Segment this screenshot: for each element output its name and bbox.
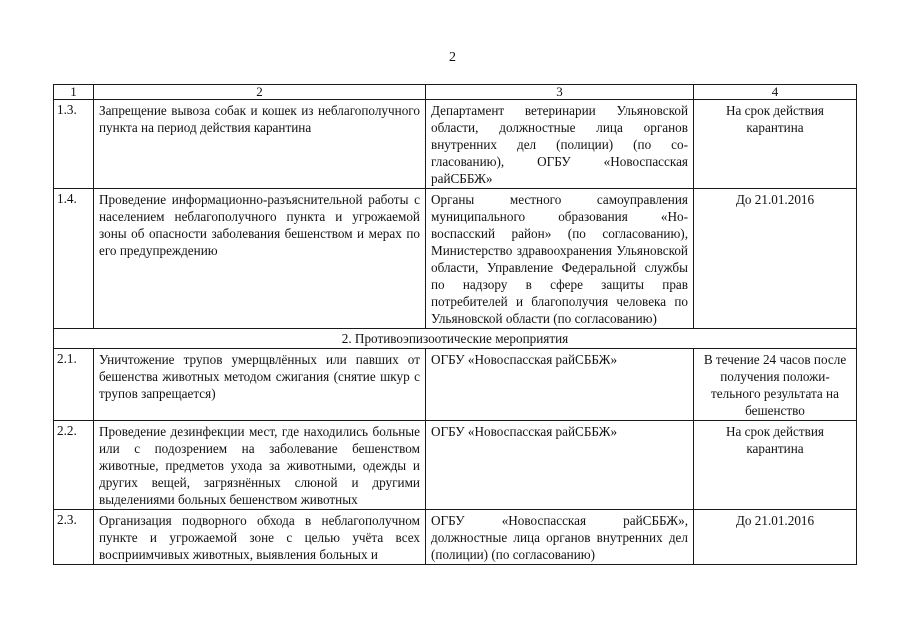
table-row bbox=[54, 510, 857, 565]
section-header-row bbox=[54, 329, 857, 349]
table-row bbox=[54, 349, 857, 421]
page-number: 2 bbox=[449, 50, 456, 65]
row-action: Уничтожение трупов умерщвлённых или павших от бешенства животных методом сжигания (снятие шкур с трупов запрещается) bbox=[94, 349, 426, 421]
row-responsible: Органы местного самоуправления муниципального образования «Новоспасский район» (по согласованию), Министерство здравоохранения Ульяновской области, Управление Федеральной службы по надзору в сфере защиты прав потребителей и благополучия человека по Ульяновской области (по согласованию) bbox=[426, 189, 694, 329]
row-number: 2.2. bbox=[54, 421, 94, 510]
column-header: 2 bbox=[94, 85, 426, 100]
column-header: 4 bbox=[694, 85, 857, 100]
row-responsible: ОГБУ «Новоспасская райСББЖ» bbox=[426, 349, 694, 421]
section-title: 2. Противоэпизоотические мероприятия bbox=[54, 329, 857, 349]
row-action: Организация подворного обхода в неблагополучном пункте и угрожаемой зоне с целью учёта всех восприимчивых животных, выявления больных и bbox=[94, 510, 426, 565]
row-action: Запрещение вывоза собак и кошек из неблагополучного пункта на период действия карантина bbox=[94, 100, 426, 189]
row-deadline: На срок действия карантина bbox=[694, 100, 857, 189]
row-action: Проведение информационно-разъяснительной работы с населением неблагополучного пункта и угрожаемой зоны об опасности заболевания бешенством и мерах по его предупреждению bbox=[94, 189, 426, 329]
row-number: 2.3. bbox=[54, 510, 94, 565]
row-action: Проведение дезинфекции мест, где находились больные или с подозрением на заболевание бешенством животные, предметов ухода за животными, одежды и других вещей, загрязнённых слюной и другими выделениями больных бешенством животных bbox=[94, 421, 426, 510]
row-deadline: До 21.01.2016 bbox=[694, 189, 857, 329]
row-responsible: ОГБУ «Новоспасская райСББЖ», должностные лица органов внутренних дел (полиции) (по согласованию) bbox=[426, 510, 694, 565]
row-deadline: На срок действия карантина bbox=[694, 421, 857, 510]
table-row bbox=[54, 100, 857, 189]
row-number: 1.4. bbox=[54, 189, 94, 329]
row-responsible: ОГБУ «Новоспасская райСББЖ» bbox=[426, 421, 694, 510]
row-number: 1.3. bbox=[54, 100, 94, 189]
table-row bbox=[54, 421, 857, 510]
row-deadline: В течение 24 часов после получения положительного результата на бешенство bbox=[694, 349, 857, 421]
measures-table bbox=[53, 84, 857, 565]
column-header: 1 bbox=[54, 85, 94, 100]
table-row bbox=[54, 189, 857, 329]
row-number: 2.1. bbox=[54, 349, 94, 421]
row-deadline: До 21.01.2016 bbox=[694, 510, 857, 565]
column-header: 3 bbox=[426, 85, 694, 100]
row-responsible: Департамент ветеринарии Ульяновской области, должностные лица органов внутренних дел (полиции) (по согласованию), ОГБУ «Новоспасская райСББЖ» bbox=[426, 100, 694, 189]
table-header-row bbox=[54, 85, 857, 100]
